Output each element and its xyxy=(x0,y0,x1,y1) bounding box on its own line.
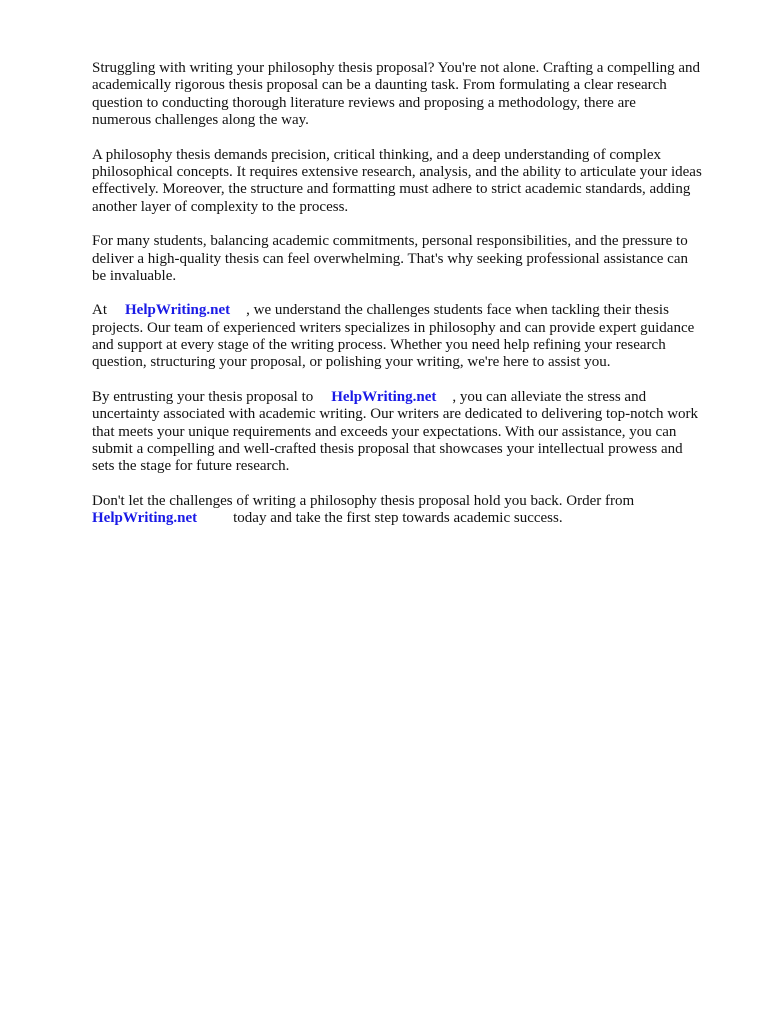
helpwriting-link[interactable]: HelpWriting.net xyxy=(331,388,437,405)
paragraph-entrusting xyxy=(92,389,732,476)
line-suffix: today and take the first step towards academic success. xyxy=(233,510,563,527)
text-line: numerous challenges along the way. xyxy=(92,112,309,129)
paragraph-balancing xyxy=(92,233,732,285)
text-line: be invaluable. xyxy=(92,267,177,284)
text-line: academically rigorous thesis proposal can be a daunting task. From formulating a clear research xyxy=(92,77,667,94)
text-line: projects. Our team of experienced writers specializes in philosophy and can provide expert guidance xyxy=(92,319,695,336)
text-line: question, structuring your proposal, or polishing your writing, we're here to assist you. xyxy=(92,354,611,371)
document-page xyxy=(92,60,732,545)
text-line: A philosophy thesis demands precision, critical thinking, and a deep understanding of complex xyxy=(92,146,662,163)
helpwriting-link[interactable]: HelpWriting.net xyxy=(125,302,231,319)
text-line: question to conducting thorough literature reviews and proposing a methodology, there are xyxy=(92,94,636,111)
text-line: Don't let the challenges of writing a philosophy thesis proposal hold you back. Order from xyxy=(92,492,635,509)
text-line xyxy=(92,389,732,406)
text-line: philosophical concepts. It requires extensive research, analysis, and the ability to articulate your ideas xyxy=(92,163,702,180)
paragraph-intro xyxy=(92,60,732,130)
line-prefix: At xyxy=(92,302,107,319)
paragraph-demands xyxy=(92,147,732,217)
paragraph-about-service xyxy=(92,302,732,372)
text-line: effectively. Moreover, the structure and formatting must adhere to strict academic standards, adding xyxy=(92,181,691,198)
text-line: For many students, balancing academic commitments, personal responsibilities, and the pressure to xyxy=(92,233,688,250)
line-suffix: , you can alleviate the stress and xyxy=(452,388,647,405)
paragraph-call-to-action xyxy=(92,493,732,528)
helpwriting-link[interactable]: HelpWriting.net xyxy=(92,510,198,527)
text-line: uncertainty associated with academic writing. Our writers are dedicated to delivering top-notch work xyxy=(92,406,699,423)
text-line: deliver a high-quality thesis can feel overwhelming. That's why seeking professional assistance can xyxy=(92,250,689,267)
line-prefix: By entrusting your thesis proposal to xyxy=(92,388,314,405)
text-line: submit a compelling and well-crafted thesis proposal that showcases your intellectual prowess and xyxy=(92,441,683,458)
text-line: and support at every stage of the writing process. Whether you need help refining your research xyxy=(92,337,666,354)
text-line: that meets your unique requirements and exceeds your expectations. With our assistance, you can xyxy=(92,423,677,440)
text-line xyxy=(92,510,732,527)
text-line: another layer of complexity to the process. xyxy=(92,198,349,215)
text-line xyxy=(92,302,732,319)
text-line: Struggling with writing your philosophy thesis proposal? You're not alone. Crafting a compelling and xyxy=(92,60,701,76)
line-suffix: , we understand the challenges students face when tackling their thesis xyxy=(246,302,669,319)
text-line: sets the stage for future research. xyxy=(92,458,290,475)
